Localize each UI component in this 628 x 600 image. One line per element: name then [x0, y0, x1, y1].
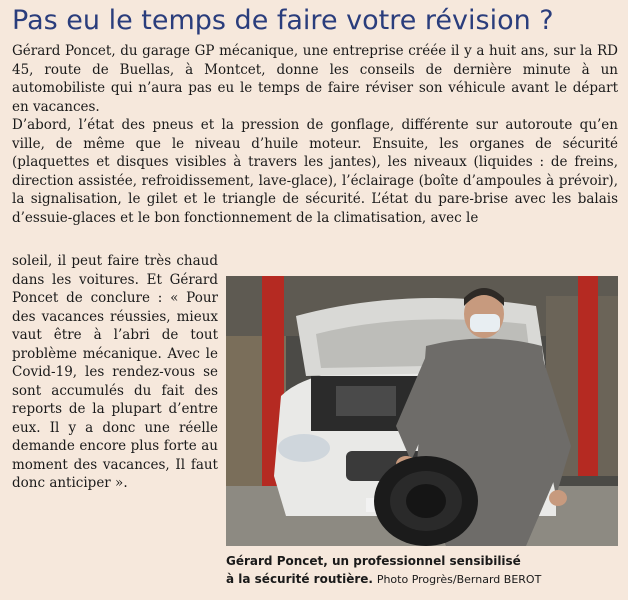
article-body [12, 42, 618, 227]
caption-line-2: à la sécurité routière. [226, 572, 373, 586]
paragraph-intro: Gérard Poncet, du garage GP mécanique, une entreprise créée il y a huit ans, sur la RD 45, route de Buellas, à Montcet, donne les conseils de dernière minute à un automobiliste qui n’aura pas eu le temps de faire réviser son véhicule avant le départ en vacances. [12, 43, 618, 115]
left-column [12, 252, 218, 493]
caption-line-1: Gérard Poncet, un professionnel sensibilisé [226, 554, 521, 568]
photo-block [226, 276, 618, 594]
paragraph-conclusion: soleil, il peut faire très chaud dans les voitures. Et Gérard Poncet de conclure : « Pour des vacances réussies, mieux vaut être à l’abri de tout problème mécanique. Avec le Covid-19, les rendez-vous se sont accumulés du fait des reports de la plupart d’entre eux. Il y a donc une réelle demande encore plus forte au moment des vacances, Il faut donc anticiper ». [12, 253, 218, 491]
paragraph-advice: D’abord, l’état des pneus et la pression de gonflage, différente sur autoroute qu’en ville, de même que le niveau d’huile moteur. Ensuite, les organes de sécurité (plaquettes et disques visibles à travers les jantes), les niveaux (liquides : de freins, direction assistée, refroidissement, lave-glace), l’éclairage (boîte d’ampoules à prévoir), la signalisation, le gilet et le triangle de sécurité. L’état du pare-brise avec les balais d’essuie-glaces et le bon fonctionnement de la climatisation, avec le [12, 117, 618, 226]
headline: Pas eu le temps de faire votre révision ? [12, 5, 554, 36]
photo-caption [226, 552, 618, 589]
mechanic-with-car-image [226, 276, 618, 546]
garage-photo [226, 276, 618, 546]
photo-credit: Photo Progrès/Bernard BEROT [376, 573, 542, 586]
